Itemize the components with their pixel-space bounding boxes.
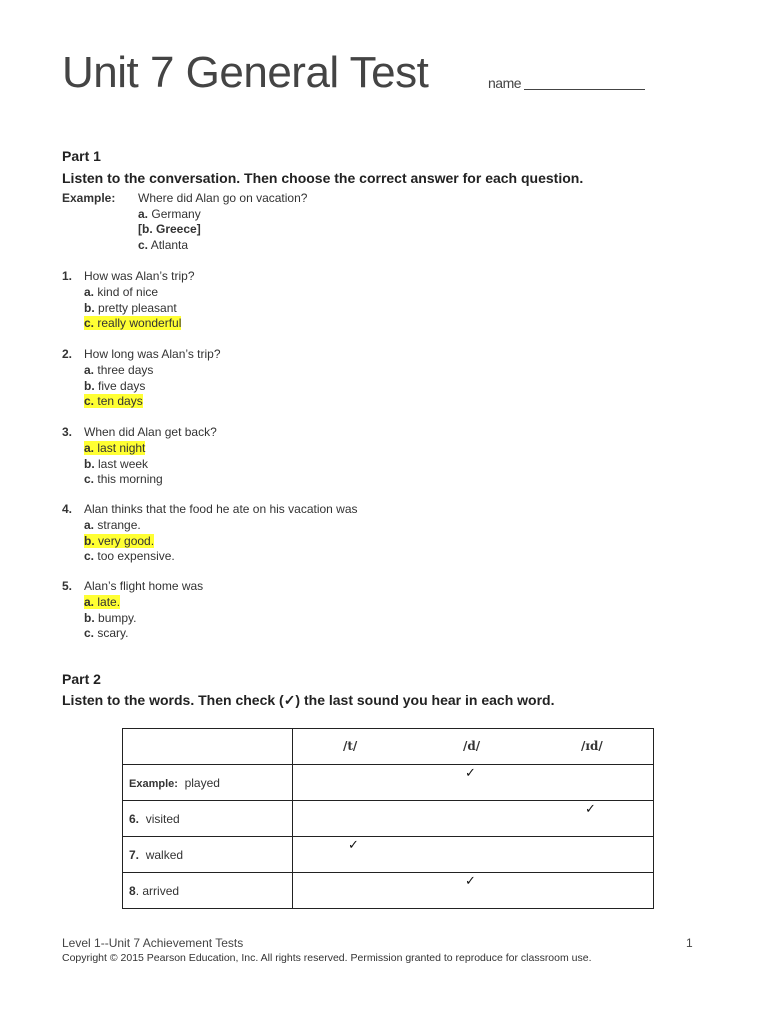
question-4-option-a[interactable] [84, 517, 141, 533]
question-3-option-a[interactable] [84, 440, 145, 456]
sound-row-8 [123, 873, 654, 909]
row-prefix: 6. [129, 811, 140, 826]
question-number: 3. [62, 425, 73, 439]
option-text: pretty pleasant [98, 300, 177, 315]
part1-instruction: Listen to the conversation. Then choose the correct answer for each question. [62, 170, 584, 186]
option-text: last week [98, 456, 149, 471]
row-word: visited [145, 811, 180, 826]
option-text: this morning [97, 472, 163, 486]
question-number: 1. [62, 269, 73, 283]
question-number: 4. [62, 502, 73, 516]
option-letter: c. [84, 472, 95, 486]
page-title: Unit 7 General Test [62, 48, 429, 97]
question-number: 2. [62, 347, 73, 361]
question-3-option-b[interactable] [84, 456, 148, 472]
question-5-option-b[interactable] [84, 610, 136, 626]
option-text: late. [97, 595, 121, 609]
sound-header-row [123, 729, 654, 765]
example-option-a [138, 206, 201, 222]
option-letter: b. [84, 610, 95, 625]
row-prefix: 8 [129, 883, 136, 898]
option-letter: a. [84, 595, 95, 609]
option-text: kind of nice [97, 285, 159, 299]
row-check-cell[interactable] [293, 837, 654, 873]
option-text: strange. [97, 518, 141, 532]
option-letter: a. [84, 518, 95, 532]
row-word: walked [145, 847, 184, 862]
row-label [123, 765, 293, 801]
sound-row-example [123, 765, 654, 801]
option-text: three days [97, 363, 154, 377]
example-option-c [138, 237, 188, 253]
option-letter: c. [84, 394, 95, 408]
question-1-option-a[interactable] [84, 284, 158, 300]
row-label [123, 837, 293, 873]
check-mark-icon: ✓ [465, 874, 476, 889]
question-3-option-c[interactable] [84, 471, 163, 487]
option-letter: c. [138, 238, 149, 252]
check-mark-icon: ✓ [585, 802, 596, 817]
option-letter: c. [84, 316, 95, 330]
row-label [123, 873, 293, 909]
option-letter: a. [84, 441, 95, 455]
footer-level: Level 1--Unit 7 Achievement Tests [62, 936, 244, 950]
option-text: five days [98, 378, 146, 393]
option-text: Germany [151, 207, 201, 221]
option-letter: c. [84, 626, 95, 640]
column-id: /ɪd/ [581, 739, 603, 753]
option-text: bumpy. [98, 610, 137, 625]
question-1-option-c[interactable] [84, 315, 181, 331]
question-2 [62, 346, 221, 362]
row-prefix: 7. [129, 847, 140, 862]
option-text: last night [97, 441, 146, 455]
name-blank-line[interactable] [524, 89, 645, 90]
example-question: Where did Alan go on vacation? [138, 191, 308, 205]
row-check-cell[interactable] [293, 873, 654, 909]
sound-row-7 [123, 837, 654, 873]
option-text: Atlanta [150, 238, 189, 252]
question-5-option-a[interactable] [84, 594, 120, 610]
column-t: /t/ [343, 739, 358, 753]
question-text: When did Alan get back? [84, 425, 217, 439]
option-letter: a. [84, 363, 95, 377]
part2-instruction: Listen to the words. Then check (✓) the last sound you hear in each word. [62, 692, 555, 708]
question-3 [62, 424, 217, 440]
example-option-b: [b. Greece] [138, 222, 201, 236]
question-4-option-b[interactable] [84, 533, 154, 549]
question-2-option-a[interactable] [84, 362, 153, 378]
row-prefix: Example: [129, 777, 178, 790]
row-word: . arrived [135, 883, 180, 898]
question-4-option-c[interactable] [84, 548, 175, 564]
option-text: scary. [97, 626, 129, 640]
option-letter: a. [84, 285, 95, 299]
question-1 [62, 268, 195, 284]
question-2-option-c[interactable] [84, 393, 143, 409]
option-letter: b. [84, 456, 95, 471]
page-number: 1 [686, 936, 693, 950]
question-2-option-b[interactable] [84, 378, 145, 394]
option-letter: b. [84, 378, 95, 393]
sound-row-6 [123, 801, 654, 837]
option-text: ten days [97, 394, 143, 408]
question-4 [62, 501, 358, 517]
question-text: How long was Alan’s trip? [84, 347, 221, 361]
question-5 [62, 578, 203, 594]
row-word: played [184, 775, 220, 790]
option-text: too expensive. [97, 549, 175, 563]
option-letter: a. [138, 207, 149, 221]
question-number: 5. [62, 579, 73, 593]
part1-heading: Part 1 [62, 148, 101, 164]
check-mark-icon: ✓ [348, 838, 359, 853]
row-check-cell[interactable] [293, 765, 654, 801]
question-text: Alan thinks that the food he ate on his vacation was [84, 502, 358, 516]
question-5-option-c[interactable] [84, 625, 128, 641]
row-check-cell[interactable] [293, 801, 654, 837]
row-label [123, 801, 293, 837]
option-text: really wonderful [97, 316, 182, 330]
option-letter: b. [84, 533, 95, 548]
option-letter: c. [84, 549, 95, 563]
question-text: Alan’s flight home was [84, 579, 204, 593]
example-label: Example: [62, 191, 116, 205]
question-1-option-b[interactable] [84, 300, 177, 316]
option-letter: b. [84, 300, 95, 315]
option-text: very good. [98, 533, 155, 548]
header-empty-cell [123, 729, 293, 765]
footer-copyright: Copyright © 2015 Pearson Education, Inc. All rights reserved. Permission granted to reproduce for classroom use. [62, 952, 592, 964]
question-text: How was Alan’s trip? [84, 269, 195, 283]
name-label: name [488, 75, 522, 91]
header-columns [293, 729, 654, 765]
check-mark-icon: ✓ [465, 766, 476, 781]
part2-heading: Part 2 [62, 671, 101, 687]
column-d: /d/ [463, 739, 481, 753]
sound-table [122, 728, 654, 909]
